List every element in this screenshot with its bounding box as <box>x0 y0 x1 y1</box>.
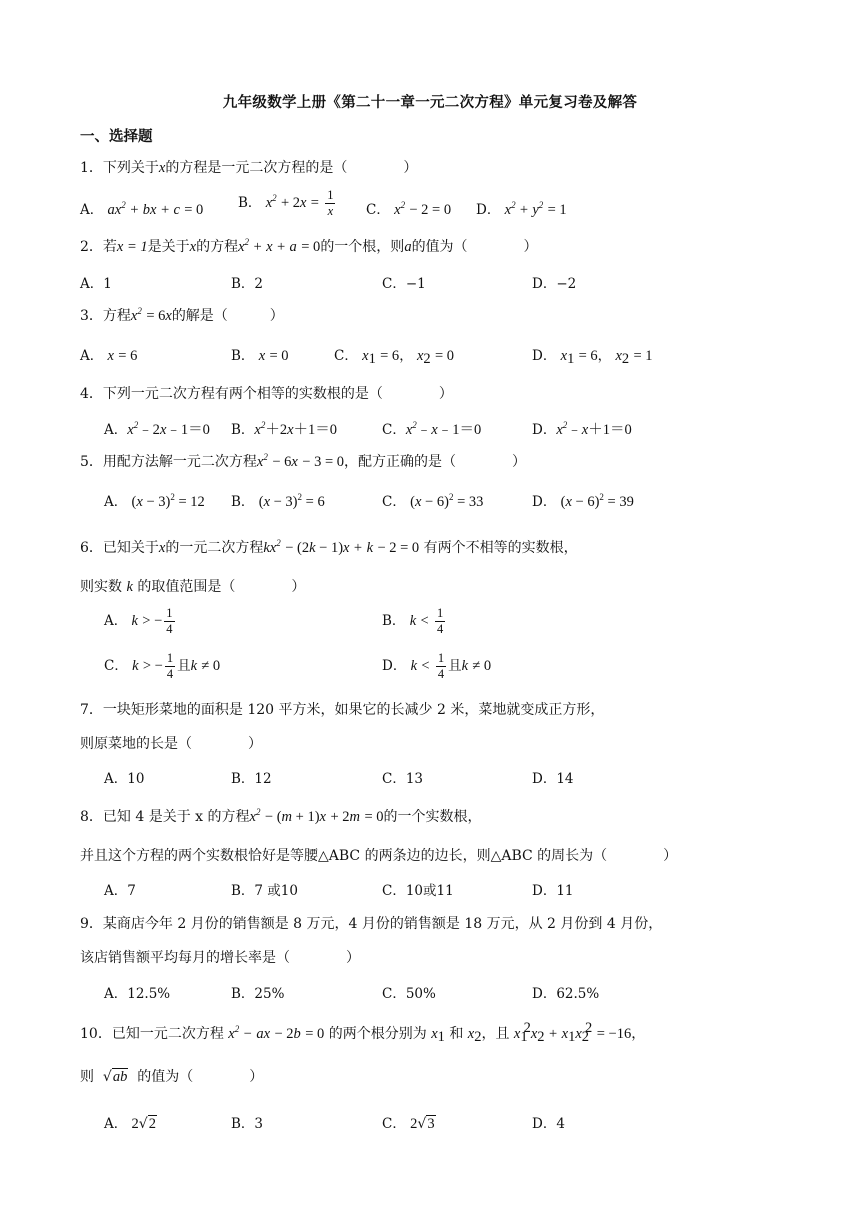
q6-option-d: D． k < $\frac{1}{4}$ 且k ≠ 0 <box>382 651 492 681</box>
q2-option-c: C．−1 <box>382 276 426 292</box>
question-9: 9．某商店今年 2 月份的销售额是 8 万元，4 月份的销售额是 18 万元，从 2 月份到 4 月份， <box>80 916 663 932</box>
question-6-line-2: 则实数 k 的取值范围是（ ） <box>80 579 306 595</box>
q10-option-a: A． 2√2 <box>104 1116 156 1132</box>
q4-option-b: B．$x^2+2x+1=0$ <box>231 420 338 438</box>
section-heading: 一、选择题 <box>80 128 153 145</box>
question-10: 10．已知一元二次方程 $x^2$ − ax − 2b = 0 的两个根分别为 $x_1$ 和 $x_2$，且 $x_1^2x_2 + x_1x_2^2 = -16$， <box>80 1020 646 1045</box>
q2-option-a: A．1 <box>80 276 112 292</box>
q9-option-a: A．12.5% <box>104 986 171 1002</box>
q5-option-c: C． $(x - 6)^2 = 33$ <box>382 492 484 510</box>
question-2: 2．若x = 1是关于x的方程$x^2 + x + a = 0$的一个根，则a的值为（ ） <box>80 237 538 255</box>
q5-option-d: D． $(x - 6)^2 = 39$ <box>532 492 634 510</box>
question-5: 5．用配方法解一元二次方程$x^2 - 6x - 3 = 0$，配方正确的是（ ） <box>80 452 526 470</box>
q8-option-b: B．7 或10 <box>231 883 298 899</box>
question-7: 7．一块矩形菜地的面积是 120 平方米，如果它的长减少 2 米，菜地就变成正方形， <box>80 702 605 718</box>
q3-option-a: A． x = 6 <box>80 348 138 364</box>
q3-option-d: D． $x_1 = 6$， $x_2 = 1$ <box>532 348 653 367</box>
q3-option-c: C． $x_1 = 6$， $x_2 = 0$ <box>334 348 455 367</box>
q6-option-a: A． k > − $\frac{1}{4}$ <box>104 606 173 636</box>
question-3: 3．方程$x^2 = 6x$的解是（ ） <box>80 306 284 324</box>
q5-option-b: B． $(x - 3)^2 = 6$ <box>231 492 325 510</box>
q10-option-b: B．3 <box>231 1116 264 1132</box>
q2-option-d: D．−2 <box>532 276 577 292</box>
q7-option-d: D．14 <box>532 771 574 787</box>
question-10-line-2: 则 √ab 的值为（ ） <box>80 1069 264 1085</box>
q1-option-d: D． $x^2 + y^2 = 1$ <box>476 200 567 218</box>
q10-option-c: C． 2√3 <box>382 1116 435 1132</box>
q10-option-d: D．4 <box>532 1116 565 1132</box>
question-1: 1．下列关于x的方程是一元二次方程的是（ ） <box>80 160 418 176</box>
q4-option-a: A．$x^2﹣2x﹣1=0$ <box>104 420 210 438</box>
question-4: 4．下列一元二次方程有两个相等的实数根的是（ ） <box>80 386 453 402</box>
q9-option-b: B．25% <box>231 986 285 1002</box>
question-8: 8．已知 4 是关于 x 的方程$x^2 - (m + 1)x + 2m = 0$的一个实数根， <box>80 807 482 825</box>
page-title: 九年级数学上册《第二十一章一元二次方程》单元复习卷及解答 <box>222 94 638 111</box>
q7-option-a: A．10 <box>104 771 145 787</box>
question-8-line-2: 并且这个方程的两个实数根恰好是等腰△ABC 的两条边的边长，则△ABC 的周长为（ ） <box>80 848 678 864</box>
q6-option-b: B． k < $\frac{1}{4}$ <box>382 606 444 636</box>
q7-option-c: C．13 <box>382 771 424 787</box>
q1-option-c: C． $x^2 - 2 = 0$ <box>366 200 452 218</box>
q8-option-d: D．11 <box>532 883 574 899</box>
q9-option-d: D．62.5% <box>532 986 600 1002</box>
q2-option-b: B．2 <box>231 276 264 292</box>
q6-option-c: C． k > − $\frac{1}{4}$ 且k ≠ 0 <box>104 651 221 681</box>
q9-option-c: C．50% <box>382 986 436 1002</box>
q4-option-c: C．$x^2﹣x﹣1=0$ <box>382 420 482 438</box>
q1-option-b: B． $x^2 + 2x$ = $\frac{1}{x}$ <box>238 188 334 218</box>
q5-option-a: A． $(x - 3)^2 = 12$ <box>104 492 205 510</box>
question-9-line-2: 该店销售额平均每月的增长率是（ ） <box>80 950 360 966</box>
q1-option-a: A． $ax^2$ + bx + c = 0 <box>80 200 204 218</box>
q8-option-a: A．7 <box>104 883 136 899</box>
q4-option-d: D．$x^2﹣x+1=0$ <box>532 420 632 438</box>
q8-option-c: C．10或11 <box>382 883 454 899</box>
question-7-line-2: 则原菜地的长是（ ） <box>80 736 262 752</box>
q3-option-b: B． x = 0 <box>231 348 289 364</box>
q7-option-b: B．12 <box>231 771 272 787</box>
question-6: 6．已知关于x的一元二次方程$kx^2 - (2k - 1)x + k - 2 = 0$ 有两个不相等的实数根， <box>80 538 578 556</box>
